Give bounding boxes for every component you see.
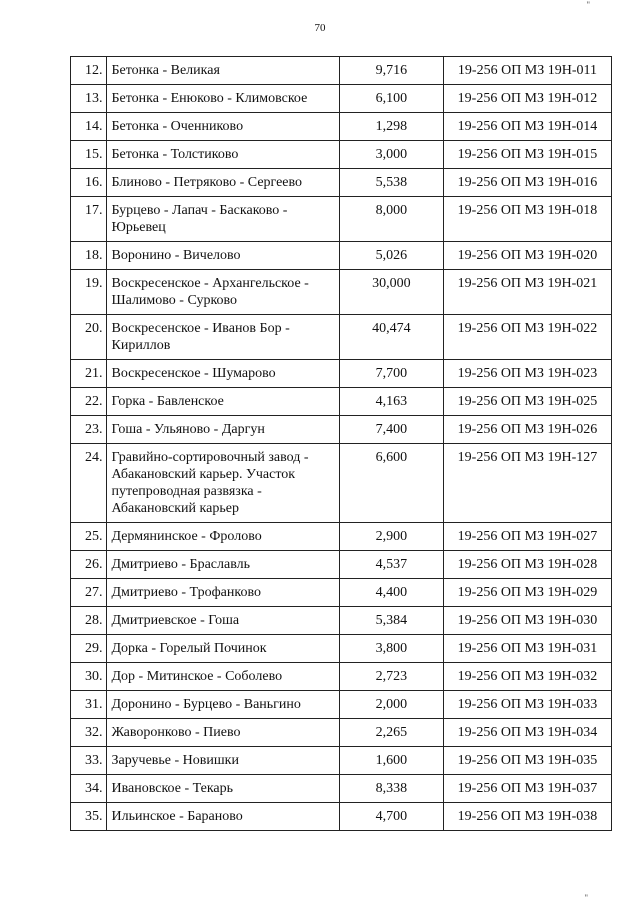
road-id: 19-256 ОП МЗ 19Н-021 [443,270,611,315]
table-row [71,197,612,242]
road-length: 1,600 [339,747,443,775]
road-length: 6,100 [339,85,443,113]
table-row [71,57,612,85]
table-row [71,270,612,315]
road-name: Дмитриевское - Гоша [107,607,339,635]
table-row [71,523,612,551]
road-name: Бетонка - Великая [107,57,339,85]
row-number: 31. [71,691,107,719]
road-name: Заручевье - Новишки [107,747,339,775]
table-row [71,141,612,169]
row-number: 25. [71,523,107,551]
row-number: 21. [71,360,107,388]
row-number: 16. [71,169,107,197]
road-name: Воронино - Вичелово [107,242,339,270]
road-name: Дмитриево - Трофанково [107,579,339,607]
road-name: Ивановское - Текарь [107,775,339,803]
road-length: 4,537 [339,551,443,579]
row-number: 14. [71,113,107,141]
road-length: 9,716 [339,57,443,85]
road-length: 8,338 [339,775,443,803]
road-length: 2,723 [339,663,443,691]
road-id: 19-256 ОП МЗ 19Н-018 [443,197,611,242]
row-number: 17. [71,197,107,242]
road-name: Жаворонково - Пиево [107,719,339,747]
road-length: 5,026 [339,242,443,270]
row-number: 24. [71,444,107,523]
table-row [71,775,612,803]
road-id: 19-256 ОП МЗ 19Н-023 [443,360,611,388]
road-id: 19-256 ОП МЗ 19Н-030 [443,607,611,635]
roads-table [70,56,612,831]
road-id: 19-256 ОП МЗ 19Н-031 [443,635,611,663]
road-name: Дорка - Горелый Починок [107,635,339,663]
row-number: 15. [71,141,107,169]
table-row [71,719,612,747]
road-id: 19-256 ОП МЗ 19Н-016 [443,169,611,197]
road-name: Блиново - Петряково - Сергеево [107,169,339,197]
road-length: 2,265 [339,719,443,747]
road-id: 19-256 ОП МЗ 19Н-037 [443,775,611,803]
road-id: 19-256 ОП МЗ 19Н-038 [443,803,611,831]
table-row [71,360,612,388]
road-name: Воскресенское - Шумарово [107,360,339,388]
table-row [71,315,612,360]
bottom-mark: " [584,893,588,903]
table-row [71,85,612,113]
road-length: 4,400 [339,579,443,607]
table-row [71,416,612,444]
row-number: 23. [71,416,107,444]
road-name: Доронино - Бурцево - Ваньгино [107,691,339,719]
road-name: Дмитриево - Браславль [107,551,339,579]
road-id: 19-256 ОП МЗ 19Н-026 [443,416,611,444]
row-number: 28. [71,607,107,635]
road-id: 19-256 ОП МЗ 19Н-034 [443,719,611,747]
row-number: 26. [71,551,107,579]
road-length: 3,000 [339,141,443,169]
road-name: Бетонка - Оченниково [107,113,339,141]
table-row [71,635,612,663]
table-row [71,388,612,416]
road-id: 19-256 ОП МЗ 19Н-022 [443,315,611,360]
road-id: 19-256 ОП МЗ 19Н-032 [443,663,611,691]
road-length: 30,000 [339,270,443,315]
road-length: 2,000 [339,691,443,719]
road-id: 19-256 ОП МЗ 19Н-027 [443,523,611,551]
row-number: 20. [71,315,107,360]
table-row [71,113,612,141]
road-id: 19-256 ОП МЗ 19Н-033 [443,691,611,719]
road-length: 4,700 [339,803,443,831]
road-length: 5,538 [339,169,443,197]
table-row [71,551,612,579]
row-number: 19. [71,270,107,315]
road-name: Горка - Бавленское [107,388,339,416]
road-name: Бурцево - Лапач - Баскаково - Юрьевец [107,197,339,242]
row-number: 12. [71,57,107,85]
road-length: 6,600 [339,444,443,523]
road-length: 5,384 [339,607,443,635]
row-number: 34. [71,775,107,803]
road-name: Бетонка - Толстиково [107,141,339,169]
table-row [71,803,612,831]
row-number: 29. [71,635,107,663]
road-length: 3,800 [339,635,443,663]
page-number: 70 [314,22,326,34]
road-name: Гоша - Ульяново - Даргун [107,416,339,444]
road-name: Гравийно-сортировочный завод - Абакановский карьер. Участок путепроводная развязка - Абакановский карьер [107,444,339,523]
row-number: 22. [71,388,107,416]
row-number: 13. [71,85,107,113]
road-id: 19-256 ОП МЗ 19Н-029 [443,579,611,607]
road-length: 1,298 [339,113,443,141]
table-row [71,169,612,197]
road-name: Воскресенское - Иванов Бор - Кириллов [107,315,339,360]
table-row [71,607,612,635]
road-id: 19-256 ОП МЗ 19Н-035 [443,747,611,775]
row-number: 33. [71,747,107,775]
road-name: Дор - Митинское - Соболево [107,663,339,691]
road-id: 19-256 ОП МЗ 19Н-014 [443,113,611,141]
road-length: 40,474 [339,315,443,360]
table-row [71,444,612,523]
road-length: 7,400 [339,416,443,444]
road-name: Воскресенское - Архангельское - Шалимово - Сурково [107,270,339,315]
road-name: Ильинское - Бараново [107,803,339,831]
corner-mark: " [586,0,590,10]
table-row [71,242,612,270]
table-row [71,691,612,719]
table-row [71,663,612,691]
road-name: Дермянинское - Фролово [107,523,339,551]
road-id: 19-256 ОП МЗ 19Н-028 [443,551,611,579]
road-length: 4,163 [339,388,443,416]
road-name: Бетонка - Енюково - Климовское [107,85,339,113]
row-number: 18. [71,242,107,270]
row-number: 32. [71,719,107,747]
row-number: 35. [71,803,107,831]
road-id: 19-256 ОП МЗ 19Н-025 [443,388,611,416]
table-row [71,579,612,607]
row-number: 30. [71,663,107,691]
roads-table-body [71,57,612,831]
road-id: 19-256 ОП МЗ 19Н-012 [443,85,611,113]
row-number: 27. [71,579,107,607]
road-id: 19-256 ОП МЗ 19Н-011 [443,57,611,85]
road-length: 2,900 [339,523,443,551]
table-row [71,747,612,775]
road-length: 8,000 [339,197,443,242]
road-id: 19-256 ОП МЗ 19Н-015 [443,141,611,169]
road-id: 19-256 ОП МЗ 19Н-127 [443,444,611,523]
road-id: 19-256 ОП МЗ 19Н-020 [443,242,611,270]
road-length: 7,700 [339,360,443,388]
